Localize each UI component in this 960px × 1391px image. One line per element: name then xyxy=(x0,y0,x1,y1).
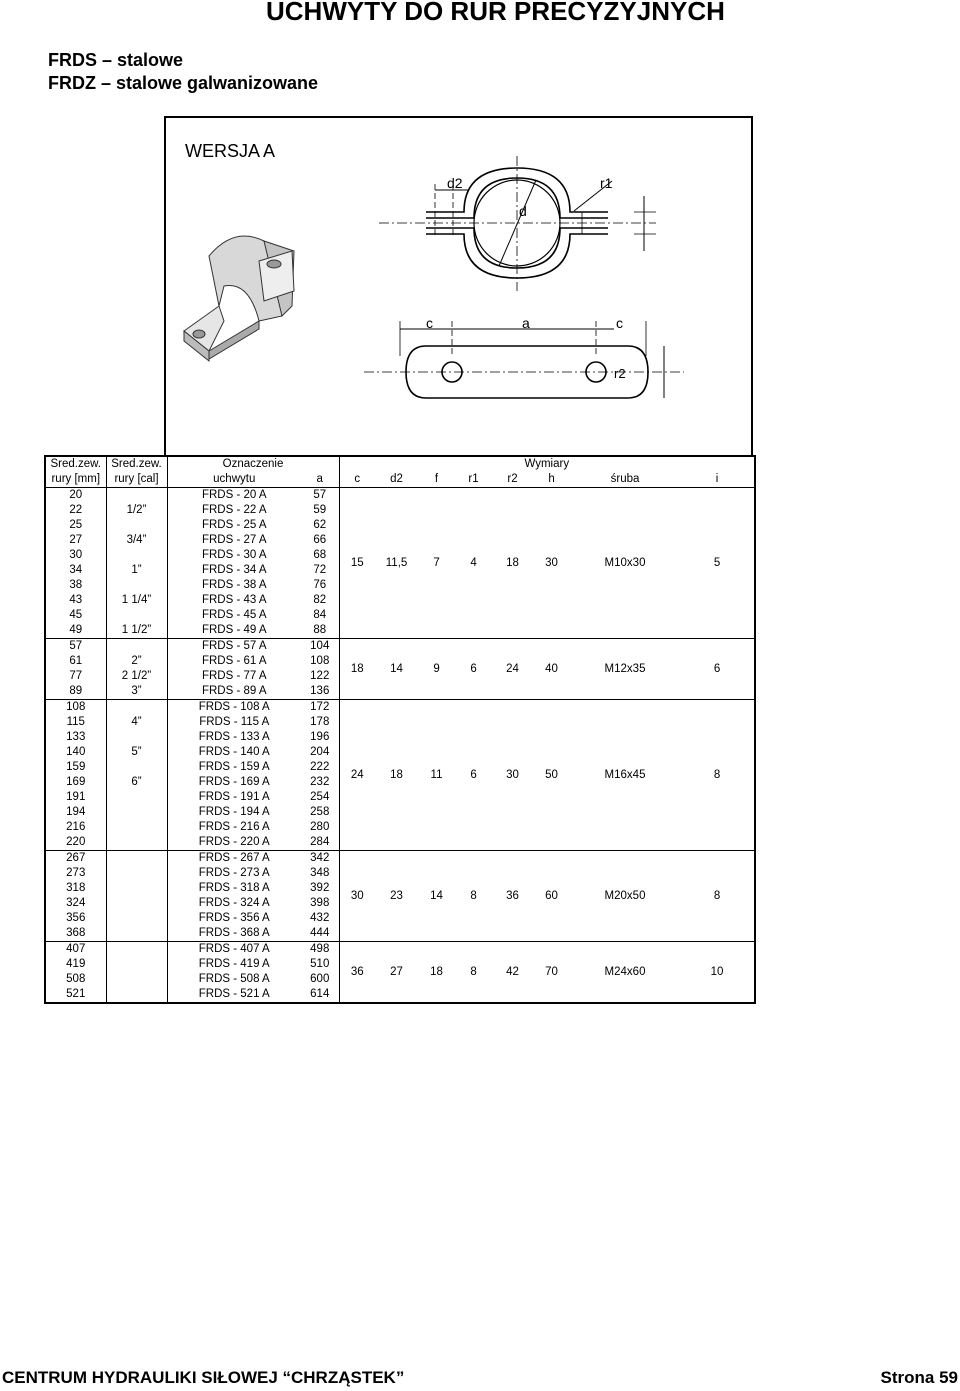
table-row xyxy=(45,700,755,716)
table-cell: 57 xyxy=(301,488,339,504)
group-dimension-cell: M16x45 xyxy=(604,768,646,781)
clamp-front-view xyxy=(379,156,656,291)
table-cell: 216 xyxy=(45,820,106,835)
table-cell: 194 xyxy=(45,805,106,820)
group-dimension-cell: 6 xyxy=(470,768,477,781)
table-cell xyxy=(106,911,167,926)
table-cell: FRDS - 22 A xyxy=(201,504,267,516)
table-cell: FRDS - 267 A xyxy=(198,852,270,864)
group-dimension-cell: 9 xyxy=(433,662,440,675)
table-cell: 59 xyxy=(301,503,339,518)
header-cell: rury [cal] xyxy=(106,472,167,488)
table-cell: 356 xyxy=(45,911,106,926)
group-dimension-cell: 18 xyxy=(350,662,364,675)
table-cell: 398 xyxy=(301,896,339,911)
group-dimension-cell: M20x50 xyxy=(604,889,646,902)
table-cell xyxy=(106,548,167,563)
table-cell: 108 xyxy=(301,654,339,669)
group-dimension-cell: 23 xyxy=(390,889,403,902)
table-cell: 222 xyxy=(301,760,339,775)
table-cell: 3/4” xyxy=(106,533,167,548)
table-cell: FRDS - 159 A xyxy=(198,761,270,773)
group-dimension-cell: 27 xyxy=(390,965,403,978)
table-cell: FRDS - 34 A xyxy=(201,564,267,576)
table-cell xyxy=(106,608,167,623)
table-cell: 20 xyxy=(45,488,106,504)
group-dimension-cell: 7 xyxy=(433,556,440,569)
header-cell: uchwytu xyxy=(213,473,256,485)
table-cell: 77 xyxy=(45,669,106,684)
group-dimension-cell: 8 xyxy=(713,768,721,781)
table-cell: FRDS - 220 A xyxy=(198,836,270,848)
table-cell xyxy=(106,957,167,972)
table-cell: 4” xyxy=(106,715,167,730)
group-dimension-cell: 36 xyxy=(506,889,519,902)
table-cell: 89 xyxy=(45,684,106,700)
table-cell: 2” xyxy=(106,654,167,669)
table-cell: 49 xyxy=(45,623,106,639)
table-cell xyxy=(106,639,167,655)
header-cell: i xyxy=(715,473,719,485)
group-dimension-cell: 6 xyxy=(470,662,477,675)
footer-company-name: CENTRUM HYDRAULIKI SIŁOWEJ xyxy=(2,1368,283,1387)
table-cell: 72 xyxy=(301,563,339,578)
table-cell: 280 xyxy=(301,820,339,835)
table-cell: FRDS - 43 A xyxy=(201,594,267,606)
group-dimension-cell: 70 xyxy=(545,965,558,978)
table-cell: 5” xyxy=(106,745,167,760)
table-cell: 88 xyxy=(301,623,339,639)
group-dimension-cell: 6 xyxy=(713,662,721,675)
header-row-2 xyxy=(45,472,755,488)
group-dimension-cell: 11,5 xyxy=(385,556,408,569)
table-cell xyxy=(106,942,167,958)
page-title: UCHWYTY DO RUR PRECYZYJNYCH xyxy=(266,0,725,26)
table-cell: 600 xyxy=(301,972,339,987)
table-cell: 432 xyxy=(301,911,339,926)
table-cell: 66 xyxy=(301,533,339,548)
table-cell: 136 xyxy=(301,684,339,700)
table-cell: FRDS - 45 A xyxy=(201,609,267,621)
header-cell: a xyxy=(301,472,339,488)
header-cell: c xyxy=(354,473,361,485)
group-dimension-cell: 36 xyxy=(350,965,364,978)
group-dimension-cell: 4 xyxy=(470,556,477,569)
group-dimension-cell: 24 xyxy=(506,662,519,675)
dim-c-left-label: c xyxy=(426,315,433,331)
table-cell: 324 xyxy=(45,896,106,911)
table-cell: 508 xyxy=(45,972,106,987)
table-cell: FRDS - 89 A xyxy=(201,685,267,697)
table-cell: FRDS - 20 A xyxy=(201,489,267,501)
header-cell: r1 xyxy=(468,473,479,485)
table-cell: 108 xyxy=(45,700,106,716)
group-dimension-cell: 24 xyxy=(350,768,364,781)
group-dimension-cell: 18 xyxy=(390,768,403,781)
table-cell: 172 xyxy=(301,700,339,716)
version-label: WERSJA A xyxy=(185,141,276,161)
footer-page-number: Strona 59 xyxy=(880,1368,958,1387)
table-cell xyxy=(106,866,167,881)
group-dimension-cell: 8 xyxy=(470,889,477,902)
table-cell: 407 xyxy=(45,942,106,958)
group-dimension-cell: 50 xyxy=(545,768,558,781)
table-row xyxy=(45,488,755,504)
subtitle-frdz: FRDZ – stalowe galwanizowane xyxy=(48,73,319,93)
table-cell: 614 xyxy=(301,987,339,1003)
table-cell: FRDS - 407 A xyxy=(198,943,270,955)
table-cell: FRDS - 27 A xyxy=(201,534,267,546)
table-cell: FRDS - 273 A xyxy=(198,867,270,879)
table-cell: 25 xyxy=(45,518,106,533)
table-cell: 115 xyxy=(45,715,106,730)
group-dimension-cell: 15 xyxy=(350,556,364,569)
table-cell: 220 xyxy=(45,835,106,851)
table-cell xyxy=(106,760,167,775)
table-cell: 521 xyxy=(45,987,106,1003)
dim-d-label: d xyxy=(519,203,527,219)
table-cell xyxy=(106,926,167,942)
header-cell: rury [mm] xyxy=(45,472,106,488)
table-cell xyxy=(106,881,167,896)
header-cell: f xyxy=(434,473,439,485)
table-cell: 1 1/2” xyxy=(106,623,167,639)
table-cell: 204 xyxy=(301,745,339,760)
header-row-1 xyxy=(45,456,755,472)
table-cell: 498 xyxy=(301,942,339,958)
table-cell: 122 xyxy=(301,669,339,684)
table-cell: 68 xyxy=(301,548,339,563)
table-cell: 191 xyxy=(45,790,106,805)
table-row xyxy=(45,639,755,655)
group-dimension-cell: 5 xyxy=(713,556,721,569)
group-dimension-cell: 14 xyxy=(390,662,403,675)
table-cell: FRDS - 61 A xyxy=(201,655,267,667)
clamp-3d-illustration xyxy=(184,236,294,361)
table-cell xyxy=(106,518,167,533)
technical-drawing xyxy=(164,116,754,456)
table-cell: FRDS - 356 A xyxy=(198,912,270,924)
footer-company-brand: “CHRZĄSTEK” xyxy=(282,1368,405,1387)
table-cell: 133 xyxy=(45,730,106,745)
table-cell: 34 xyxy=(45,563,106,578)
group-dimension-cell: M24x60 xyxy=(604,965,646,978)
table-cell xyxy=(106,987,167,1003)
header-cell: h xyxy=(548,473,555,485)
table-cell: 196 xyxy=(301,730,339,745)
table-cell xyxy=(106,820,167,835)
table-cell: 392 xyxy=(301,881,339,896)
dim-a-label: a xyxy=(522,315,530,331)
header-cell: Sred.zew. xyxy=(106,456,167,472)
table-cell: 159 xyxy=(45,760,106,775)
table-cell: 254 xyxy=(301,790,339,805)
table-cell: 38 xyxy=(45,578,106,593)
table-cell xyxy=(106,835,167,851)
header-cell: Wymiary xyxy=(339,456,755,472)
table-cell: FRDS - 108 A xyxy=(198,701,270,713)
header-cell: Oznaczenie xyxy=(222,458,284,470)
table-cell: FRDS - 57 A xyxy=(201,640,267,652)
dim-c-right-label: c xyxy=(616,315,623,331)
footer-company xyxy=(2,1368,404,1388)
table-cell: FRDS - 25 A xyxy=(201,519,267,531)
table-cell: 2 1/2” xyxy=(106,669,167,684)
table-cell: 84 xyxy=(301,608,339,623)
table-cell: 273 xyxy=(45,866,106,881)
table-cell: 348 xyxy=(301,866,339,881)
table-cell xyxy=(106,972,167,987)
table-cell: FRDS - 324 A xyxy=(198,897,270,909)
table-cell: FRDS - 508 A xyxy=(198,973,270,985)
table-cell: 368 xyxy=(45,926,106,942)
table-cell: FRDS - 191 A xyxy=(198,791,270,803)
group-dimension-cell: 18 xyxy=(506,556,519,569)
table-cell: FRDS - 521 A xyxy=(198,988,270,1000)
header-cell: d2 xyxy=(390,473,403,485)
table-cell xyxy=(106,700,167,716)
group-dimension-cell: 30 xyxy=(350,889,364,902)
group-dimension-cell: 42 xyxy=(506,965,519,978)
table-cell: FRDS - 49 A xyxy=(201,624,267,636)
group-dimension-cell: M12x35 xyxy=(604,662,646,675)
table-cell: 43 xyxy=(45,593,106,608)
group-dimension-cell: 14 xyxy=(430,889,443,902)
table-cell: 1 1/4” xyxy=(106,593,167,608)
table-cell xyxy=(106,488,167,504)
header-cell: śruba xyxy=(610,473,640,485)
table-cell: 419 xyxy=(45,957,106,972)
dim-r1-label: r1 xyxy=(600,175,613,191)
table-cell: 104 xyxy=(301,639,339,655)
group-dimension-cell: 8 xyxy=(713,889,721,902)
table-cell: 3” xyxy=(106,684,167,700)
group-dimension-cell: 11 xyxy=(430,768,443,781)
table-cell: 22 xyxy=(45,503,106,518)
table-cell: 232 xyxy=(301,775,339,790)
table-cell: FRDS - 140 A xyxy=(198,746,270,758)
table-cell: 267 xyxy=(45,851,106,867)
table-cell: 284 xyxy=(301,835,339,851)
group-dimension-cell: 60 xyxy=(545,889,558,902)
specification-table xyxy=(44,455,756,1004)
table-cell xyxy=(106,896,167,911)
table-cell xyxy=(106,730,167,745)
group-dimension-cell: 10 xyxy=(710,965,724,978)
group-dimension-cell: 8 xyxy=(470,965,477,978)
table-cell: FRDS - 133 A xyxy=(198,731,270,743)
table-cell: 6” xyxy=(106,775,167,790)
table-cell: 62 xyxy=(301,518,339,533)
table-row xyxy=(45,851,755,867)
table-cell: FRDS - 115 A xyxy=(199,716,270,728)
dim-d2-label: d2 xyxy=(447,175,463,191)
group-dimension-cell: M10x30 xyxy=(604,556,646,569)
table-cell: FRDS - 77 A xyxy=(201,670,267,682)
group-dimension-cell: 18 xyxy=(430,965,443,978)
table-cell: FRDS - 216 A xyxy=(198,821,270,833)
table-cell: FRDS - 318 A xyxy=(198,882,270,894)
table-cell: FRDS - 169 A xyxy=(198,776,270,788)
table-cell: FRDS - 419 A xyxy=(198,958,270,970)
subtitle-frds: FRDS – stalowe xyxy=(48,50,184,70)
header-cell: Sred.zew. xyxy=(45,456,106,472)
table-cell: 57 xyxy=(45,639,106,655)
table-cell: FRDS - 194 A xyxy=(198,806,270,818)
table-cell xyxy=(106,578,167,593)
table-cell: 45 xyxy=(45,608,106,623)
clamp-plan-view xyxy=(364,321,684,398)
table-cell: 510 xyxy=(301,957,339,972)
group-dimension-cell: 30 xyxy=(506,768,519,781)
table-cell xyxy=(106,790,167,805)
header-cell: r2 xyxy=(507,473,518,485)
table-cell: 169 xyxy=(45,775,106,790)
table-cell: 318 xyxy=(45,881,106,896)
group-dimension-cell: 30 xyxy=(545,556,558,569)
table-cell: 444 xyxy=(301,926,339,942)
table-cell: FRDS - 30 A xyxy=(201,549,267,561)
table-cell: 30 xyxy=(45,548,106,563)
table-cell: 140 xyxy=(45,745,106,760)
table-cell: 178 xyxy=(301,715,339,730)
table-cell: 342 xyxy=(301,851,339,867)
table-cell: 27 xyxy=(45,533,106,548)
table-cell: 1/2” xyxy=(106,503,167,518)
table-cell: 61 xyxy=(45,654,106,669)
table-cell xyxy=(106,805,167,820)
table-row xyxy=(45,942,755,958)
table-cell: 82 xyxy=(301,593,339,608)
dim-r2-label: r2 xyxy=(614,366,626,381)
table-cell: 258 xyxy=(301,805,339,820)
group-dimension-cell: 40 xyxy=(545,662,558,675)
table-cell xyxy=(106,851,167,867)
table-cell: 76 xyxy=(301,578,339,593)
table-cell: FRDS - 368 A xyxy=(198,927,270,939)
table-cell: 1” xyxy=(106,563,167,578)
table-cell: FRDS - 38 A xyxy=(201,579,267,591)
